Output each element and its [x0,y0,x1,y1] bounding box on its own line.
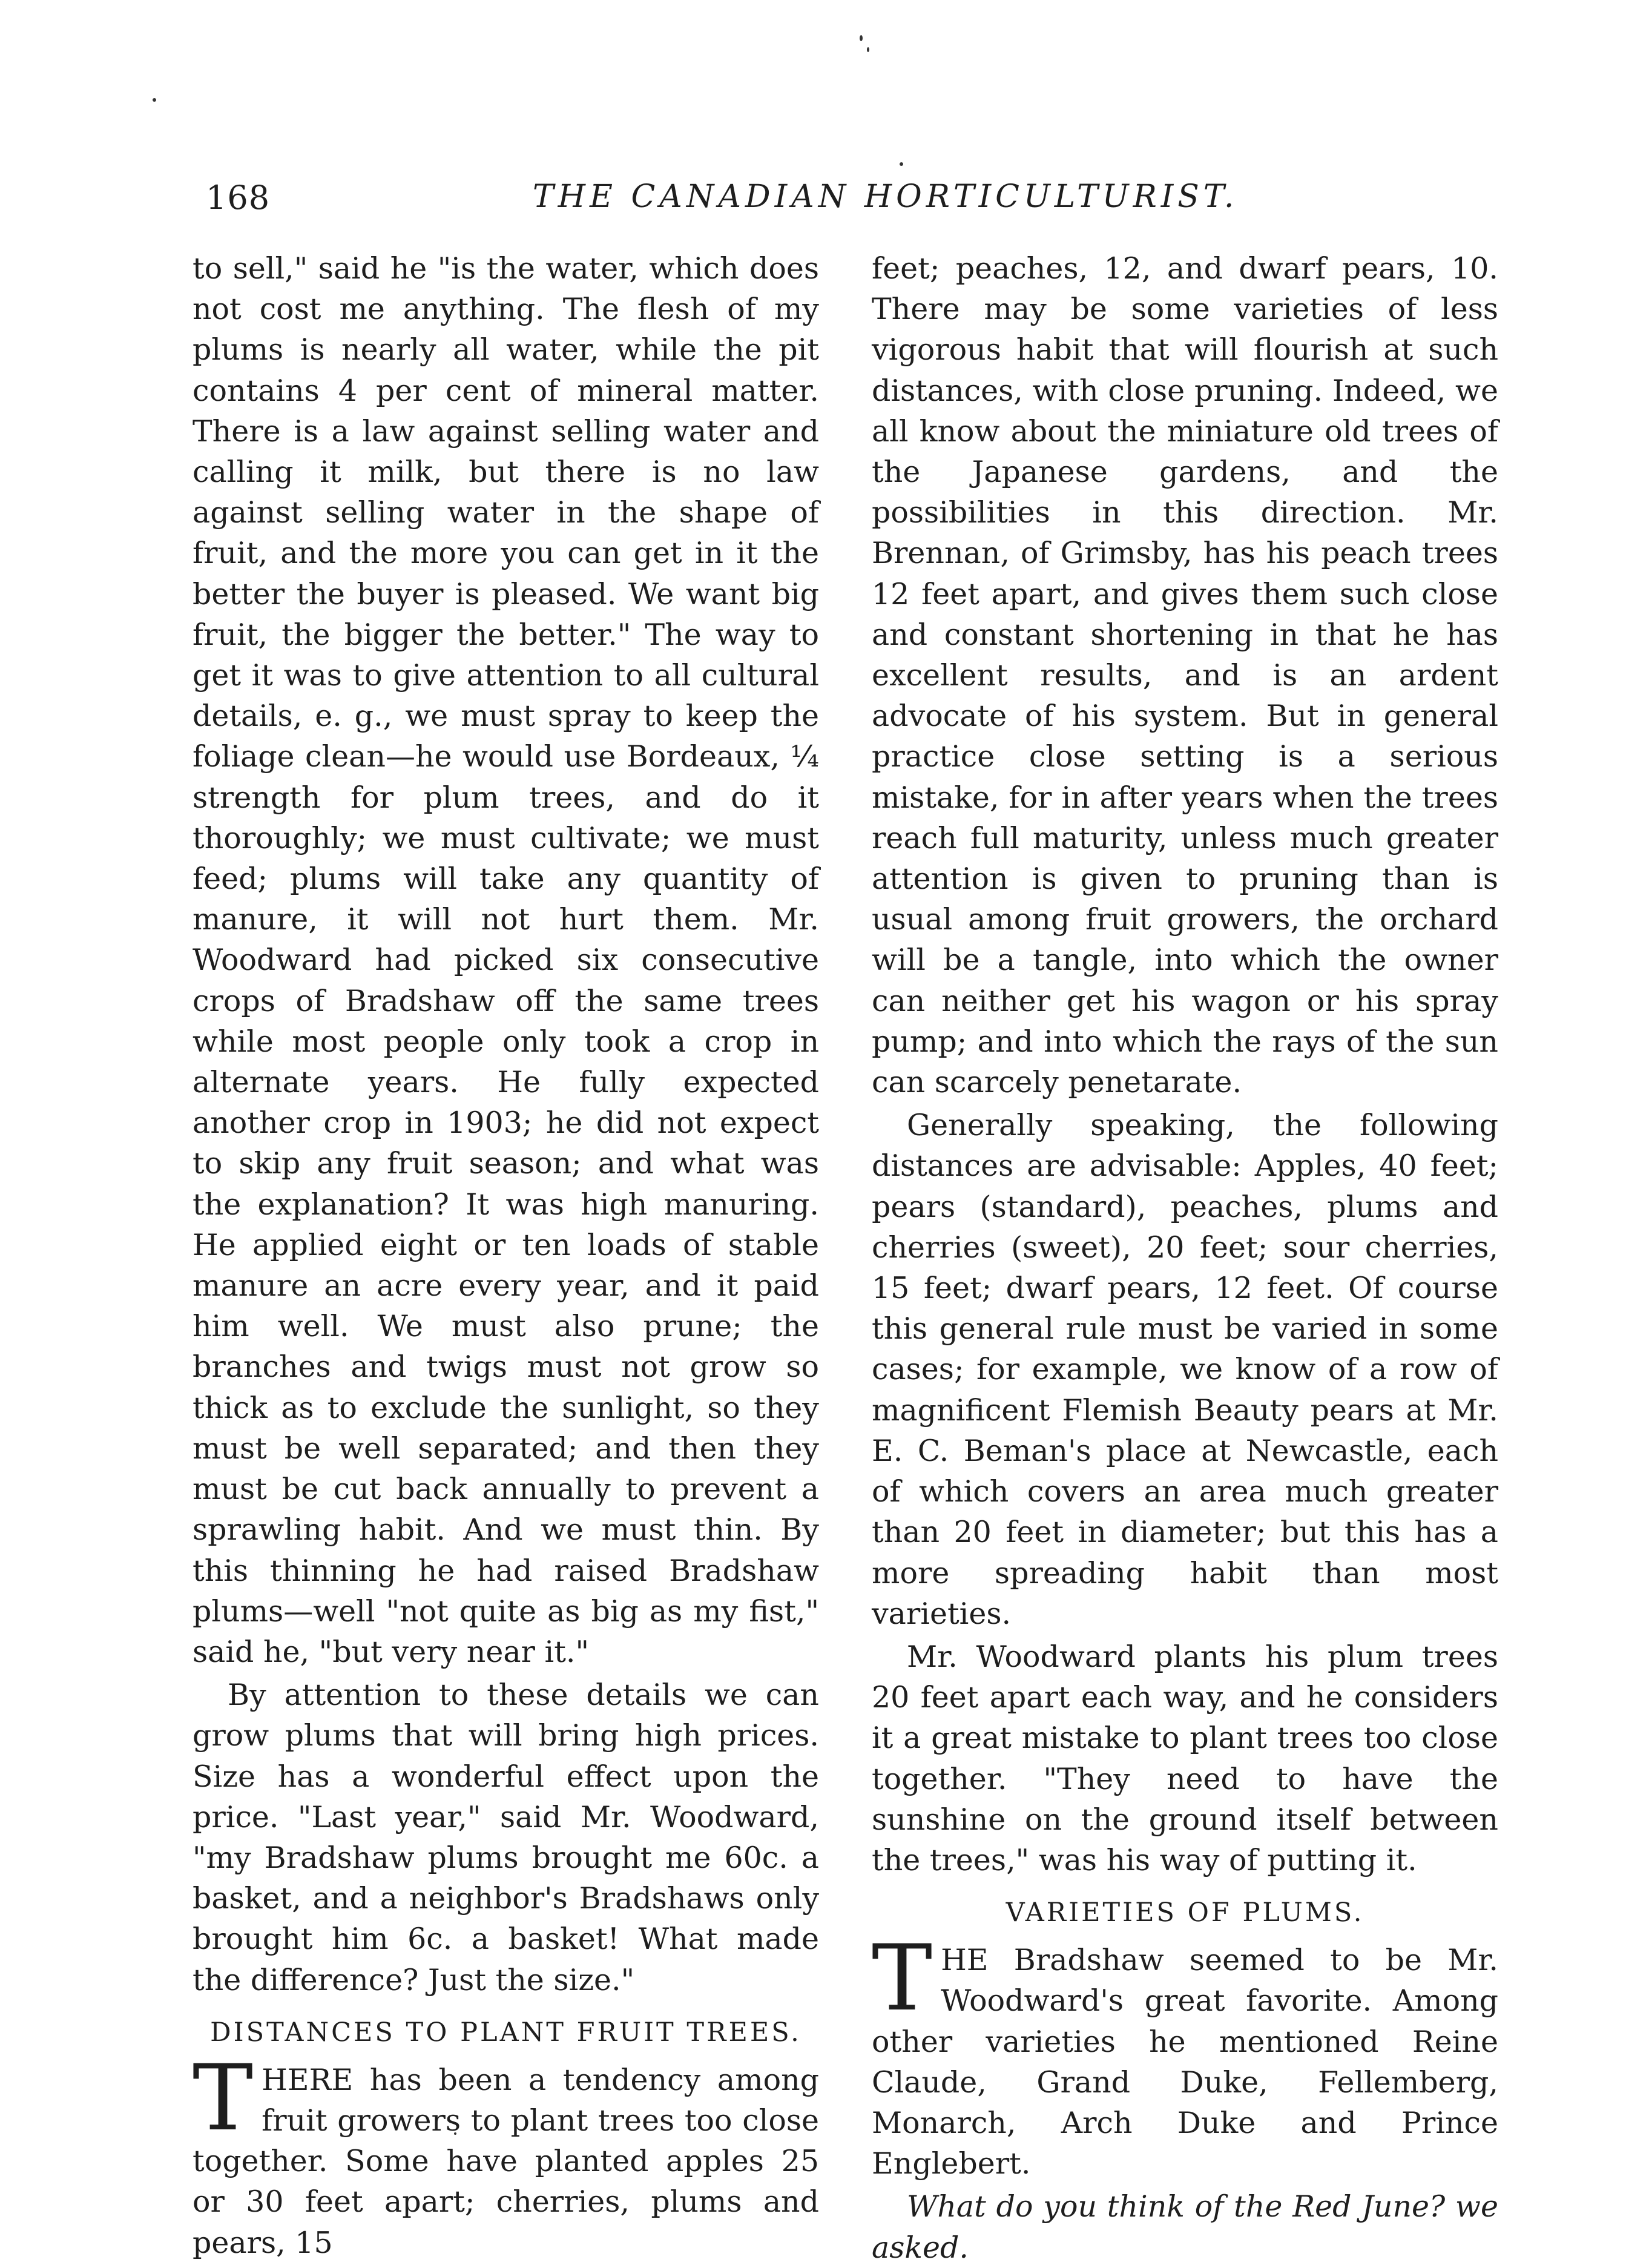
scan-speck [900,162,903,166]
paragraph-text: HERE has been a tendency among fruit growers to plant trees too close together. Some have planted apples 25 or 30 feet apart; cherries, plums and pears, 15 [193,2062,819,2260]
drop-cap: T [872,1926,933,2032]
drop-cap: T [193,2045,254,2151]
paragraph-text: HE Bradshaw seemed to be Mr. Woodward's great favorite. Among other varieties he mentioned Reine Claude, Grand Duke, Fellemberg, Monarch, Arch Duke and Prince Englebert. [872,1943,1498,2181]
paragraph: Mr. Woodward plants his plum trees 20 feet apart each way, and he considers it a great mistake to plant trees too close together. "They need to have the sunshine on the ground itself between the trees," was his way of putting it. [872,1639,1498,1877]
paragraph: feet; peaches, 12, and dwarf pears, 10. There may be some varieties of less vigorous habit that will flourish at such distances, with close pruning. Indeed, we all know about the miniature old trees of the Japanese gardens, and the possibilities in this direction. Mr. Brennan, of Grimsby, has his peach trees 12 feet apart, and gives them such close and constant shortening in that he has excellent results, and is an ardent advocate of his system. But in general practice close setting is a serious mistake, for in after years when the trees reach full maturity, unless much greater attention is given to pruning than is usual among fruit growers, the orchard will be a tangle, into which the owner can neither get his wagon or his spray pump; and into which the rays of the sun can scarcely penetarate. [872,251,1498,1100]
page-header [206,179,1392,227]
section-heading-varieties: VARIETIES OF PLUMS. [1006,1897,1364,1928]
right-column [872,248,1498,2268]
paragraph-with-dropcap [872,1926,1498,2184]
scan-speck [867,47,869,52]
section-heading-distances: DISTANCES TO PLANT FRUIT TREES. [210,2017,801,2048]
paragraph: to sell," said he "is the water, which does not cost me anything. The flesh of my plums is nearly all water, while the pit contains 4 per cent of mineral matter. There is a law against selling water and calling it milk, but there is no law against selling water in the shape of fruit, and the more you can get in it the better the buyer is pleased. We want big fruit, the bigger the better." The way to get it was to give attention to all cultural details, e. g., we must spray to keep the foliage clean—he would use Bordeaux, ¼ strength for plum trees, and do it thoroughly; we must cultivate; we must feed; plums will take any quantity of manure, it will not hurt them. Mr. Woodward had picked six consecutive crops of Bradshaw off the same trees while most people only took a crop in alternate years. He fully expected another crop in 1903; he did not expect to skip any fruit season; and what was the explanation? It was high manuring. He applied eight or ten loads of stable manure an acre every year, and it paid him well. We must also prune; the branches and twigs must not grow so thick as to exclude the sunlight, so they must be well separated; and then they must be cut back annually to prevent a sprawling habit. And we must thin. By this thinning he had raised Bradshaw plums—well "not quite as big as my fist," said he, "but very near it." [193,251,819,1669]
paragraph-with-dropcap [193,2045,819,2263]
left-column [193,248,819,2263]
running-title: THE CANADIAN HORTICULTURIST. [533,179,1239,215]
paragraph: By attention to these details we can grow plums that will bring high prices. Size has a wonderful effect upon the price. "Last year," said Mr. Woodward, "my Bradshaw plums brought me 60c. a basket, and a neighbor's Bradshaws only brought him 6c. a basket! What made the difference? Just the size." [193,1678,819,1997]
paragraph: What do you think of the Red June? we asked. [872,2189,1498,2265]
page-number: 168 [206,179,271,217]
paragraph: Generally speaking, the following distances are advisable: Apples, 40 feet; pears (standard), peaches, plums and cherries (sweet), 20 feet; sour cherries, 15 feet; dwarf pears, 12 feet. Of course this general rule must be varied in some cases; for example, we know of a row of magnificent Flemish Beauty pears at Mr. E. C. Beman's place at Newcastle, each of which covers an area much greater than 20 feet in diameter; but this has a more spreading habit than most varieties. [872,1108,1498,1631]
scan-speck [860,35,863,41]
scan-speck [153,98,156,102]
